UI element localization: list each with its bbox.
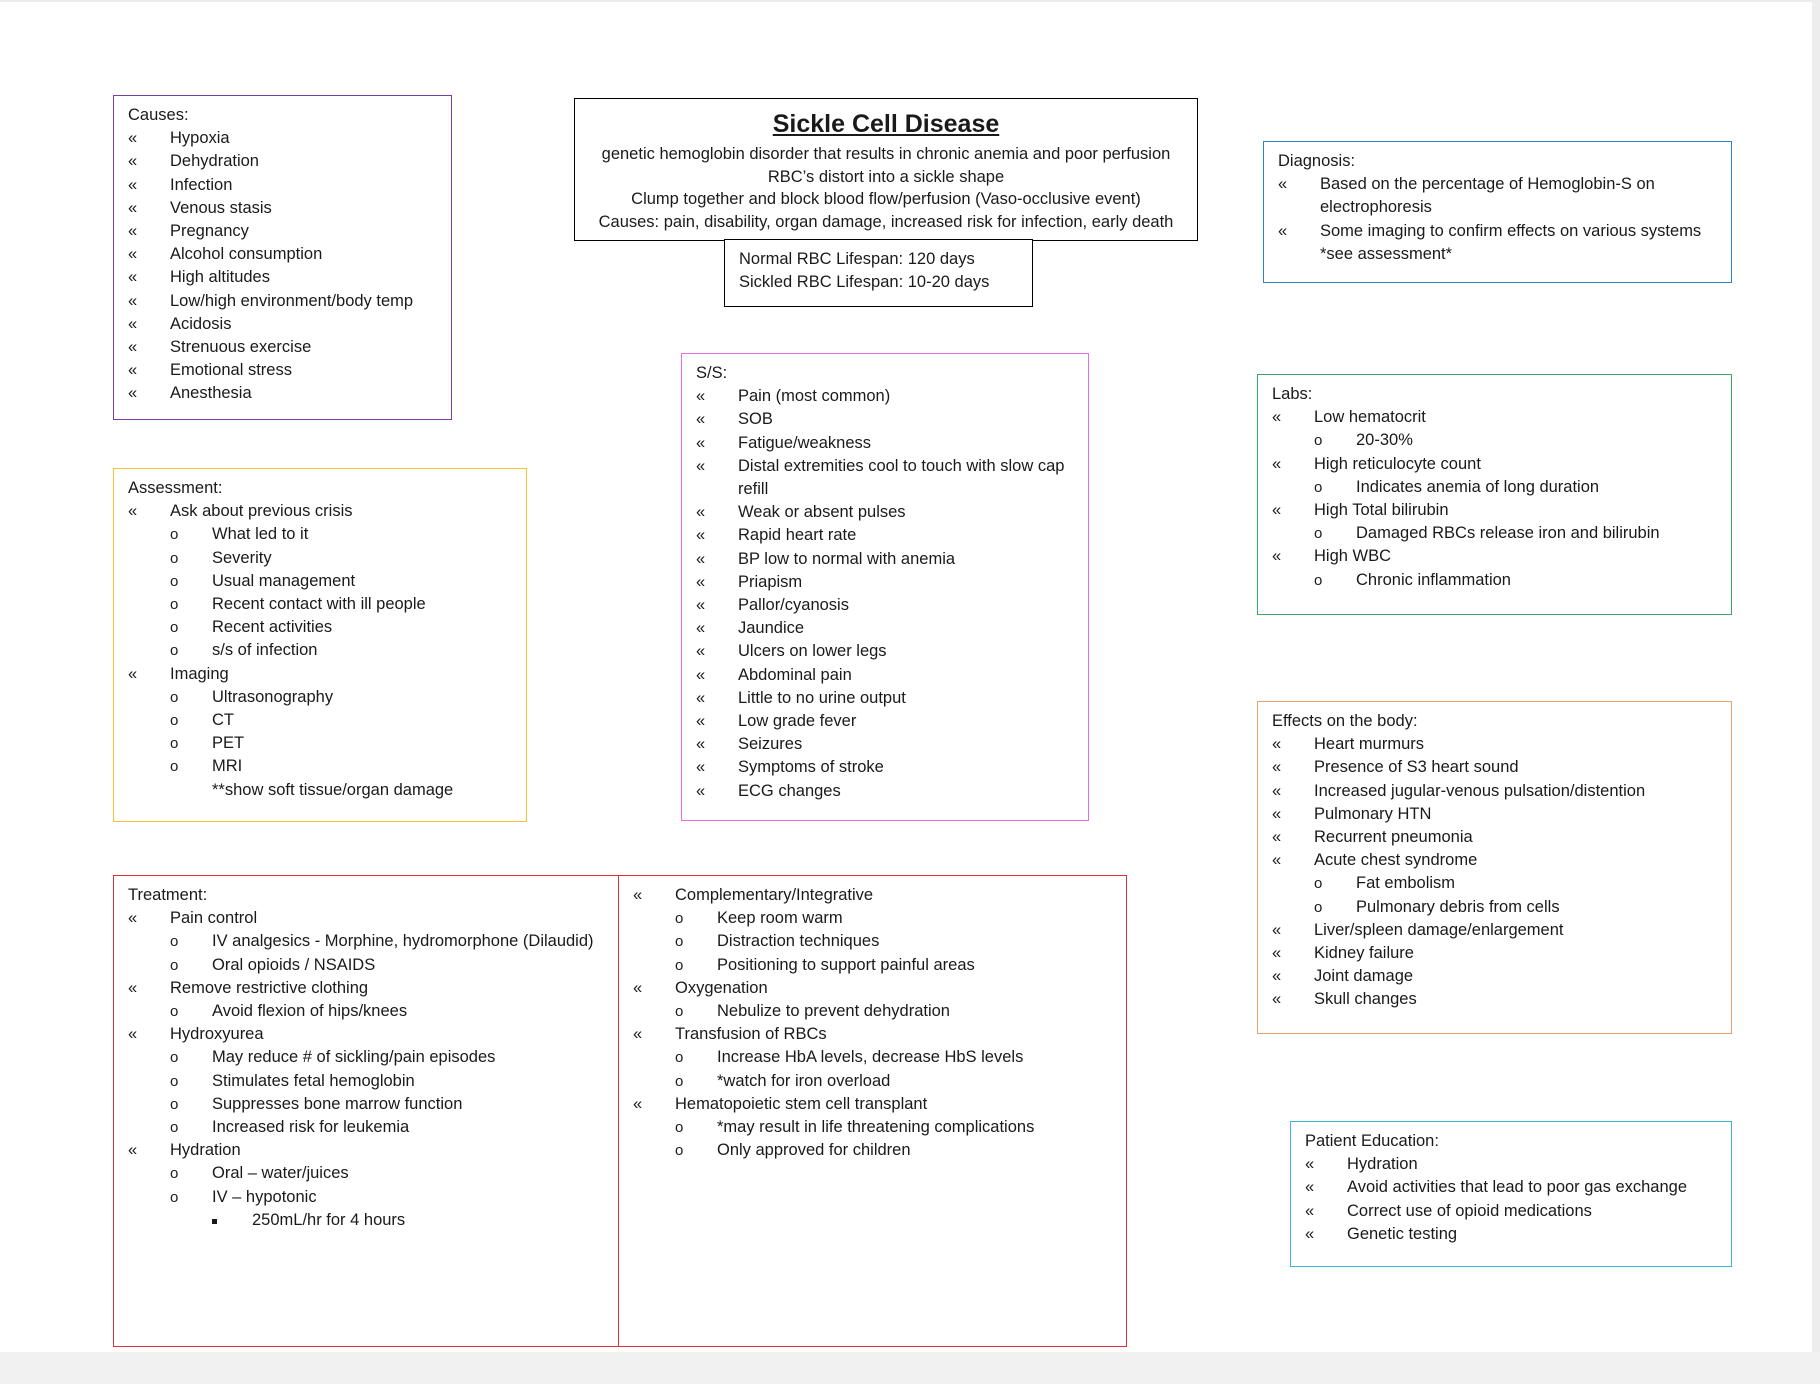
list-item: « Jaundice [696,617,1078,640]
sub-item: o Pulmonary debris from cells [1314,896,1721,919]
sub-item: o Distraction techniques [675,930,1116,953]
assessment-list [128,500,516,523]
list-item: « Complementary/Integrative [633,884,1116,907]
list-item: « Seizures [696,733,1078,756]
list-item: « Pain (most common) [696,385,1078,408]
list-item: « Low grade fever [696,710,1078,733]
treatment-list [128,907,609,930]
list-item: « Hydration [1305,1153,1721,1176]
labs-heading: Labs: [1272,385,1313,403]
crisis-sublist [128,523,516,662]
labs-list [1272,406,1721,429]
sub-item: o IV analgesics - Morphine, hydromorphone (Dilaudid) [170,930,609,953]
stemcell-sublist [633,1116,1116,1162]
treatment2-list [633,977,1116,1000]
list-item: « Hematopoietic stem cell transplant [633,1093,1116,1116]
list-item: « Oxygenation [633,977,1116,1000]
sub-item: o Nebulize to prevent dehydration [675,1000,1116,1023]
list-item: « Symptoms of stroke [696,756,1078,779]
list-item: « Low/high environment/body temp [128,290,441,313]
list-item: « Strenuous exercise [128,336,441,359]
sub-item: o Keep room warm [675,907,1116,930]
labs-list [1272,545,1721,568]
treatment-list [128,1023,609,1046]
pain-sublist [128,930,609,976]
sub-item: o *watch for iron overload [675,1070,1116,1093]
sub-item: o 20-30% [1314,429,1721,452]
complementary-sublist [633,907,1116,977]
treatment2-list [633,1023,1116,1046]
causes-heading: Causes: [128,106,189,124]
treatment-heading: Treatment: [128,886,208,904]
list-item: « Acute chest syndrome [1272,849,1721,872]
sub-item: o Oral opioids / NSAIDS [170,954,609,977]
iv-sublist [212,1209,609,1232]
hydroxyurea-sublist [128,1046,609,1139]
labs-sublist [1272,476,1721,499]
treatment2-list [633,1093,1116,1116]
sub-item: o Severity [170,547,516,570]
sub-item: o Positioning to support painful areas [675,954,1116,977]
sub-item: o Increase HbA levels, decrease HbS levels [675,1046,1116,1069]
sub-item: o Suppresses bone marrow function [170,1093,609,1116]
list-item: « Recurrent pneumonia [1272,826,1721,849]
definition-line: RBC’s distort into a sickle shape [767,167,1005,186]
labs-sublist [1272,429,1721,452]
list-item: « Genetic testing [1305,1223,1721,1246]
effects-list-b [1272,919,1721,1012]
normal-lifespan: Normal RBC Lifespan: 120 days [739,250,975,268]
assessment-list-imaging [128,663,516,686]
list-item: « Presence of S3 heart sound [1272,756,1721,779]
list-item: « Priapism [696,571,1078,594]
sub-item: o Indicates anemia of long duration [1314,476,1721,499]
sub-item: o Damaged RBCs release iron and bilirubin [1314,522,1721,545]
list-item: « Based on the percentage of Hemoglobin-S on electrophoresis [1278,173,1721,219]
list-item: « Pallor/cyanosis [696,594,1078,617]
sub-item: o What led to it [170,523,516,546]
list-item: « Fatigue/weakness [696,432,1078,455]
assessment-box [113,468,527,822]
list-item: « Ulcers on lower legs [696,640,1078,663]
signs-symptoms-box [681,353,1089,821]
list-item: « Avoid activities that lead to poor gas exchange [1305,1176,1721,1199]
ss-heading: S/S: [696,364,728,382]
sub-item: o May reduce # of sickling/pain episodes [170,1046,609,1069]
list-item: « Increased jugular-venous pulsation/distention [1272,780,1721,803]
list-item: « Skull changes [1272,988,1721,1011]
sub-item: o Chronic inflammation [1314,569,1721,592]
list-item: « Infection [128,174,441,197]
list-item: « Hydroxyurea [128,1023,609,1046]
list-item: « Heart murmurs [1272,733,1721,756]
list-item: « Pulmonary HTN [1272,803,1721,826]
causes-list [128,127,441,405]
diagnosis-list [1278,173,1721,266]
definition-line: genetic hemoglobin disorder that results in chronic anemia and poor perfusion [601,145,1171,163]
ss-list [696,385,1078,803]
list-item: « High altitudes [128,266,441,289]
sub-item: o Oral – water/juices [170,1162,609,1185]
imaging-sublist [128,686,516,779]
list-item: « Correct use of opioid medications [1305,1200,1721,1223]
sub-item: o Only approved for children [675,1139,1116,1162]
patient-education-box [1290,1121,1732,1267]
sub-item: o Recent activities [170,616,516,639]
sub-item: o Recent contact with ill people [170,593,516,616]
list-item: « High Total bilirubin [1272,499,1721,522]
effects-heading: Effects on the body: [1272,712,1418,730]
list-item: « Ask about previous crisis [128,500,516,523]
sub-item: o *may result in life threatening complications [675,1116,1116,1139]
list-item: « Hydration [128,1139,609,1162]
list-item: « Kidney failure [1272,942,1721,965]
list-item: « High WBC [1272,545,1721,568]
sub-item: o CT [170,709,516,732]
acs-sublist [1272,872,1721,918]
hydration-sublist [128,1162,609,1208]
list-item: « Remove restrictive clothing [128,977,609,1000]
treatment-list [128,977,609,1000]
list-item: « Rapid heart rate [696,524,1078,547]
list-item: « Alcohol consumption [128,243,441,266]
effects-box [1257,701,1732,1034]
definition-line: Causes: pain, disability, organ damage, increased risk for infection, early death [598,212,1174,231]
sub-item: o Fat embolism [1314,872,1721,895]
treatment-continued-box [618,875,1127,1347]
labs-list [1272,453,1721,476]
list-item: « Pregnancy [128,220,441,243]
labs-list [1272,499,1721,522]
list-item: « Pain control [128,907,609,930]
list-item: « Acidosis [128,313,441,336]
list-item: « Imaging [128,663,516,686]
labs-sublist [1272,569,1721,592]
page-title: Sickle Cell Disease [772,110,1000,138]
education-list [1305,1153,1721,1246]
imaging-note: **show soft tissue/organ damage [212,780,454,799]
list-item: « Anesthesia [128,382,441,405]
list-item: « Venous stasis [128,197,441,220]
clothing-sublist [128,1000,609,1023]
page-top-edge [0,0,1820,2]
list-item: « Some imaging to confirm effects on various systems *see assessment* [1278,220,1721,266]
oxygenation-sublist [633,1000,1116,1023]
lifespan-box [724,239,1033,307]
list-item: « Joint damage [1272,965,1721,988]
page-bottom-edge [0,1352,1820,1384]
sub-item: o Avoid flexion of hips/knees [170,1000,609,1023]
definition-line: Clump together and block blood flow/perfusion (Vaso-occlusive event) [631,190,1141,208]
treatment-box [113,875,620,1347]
page-right-edge [1812,0,1820,1384]
list-item: « Abdominal pain [696,664,1078,687]
list-item: « Hypoxia [128,127,441,150]
list-item: « Liver/spleen damage/enlargement [1272,919,1721,942]
list-item: « Distal extremities cool to touch with slow cap refill [696,455,1078,501]
title-box [574,98,1198,241]
sub-sub-item: 250mL/hr for 4 hours [212,1209,609,1232]
transfusion-sublist [633,1046,1116,1092]
list-item: « SOB [696,408,1078,431]
sub-item: o Usual management [170,570,516,593]
treatment-list [128,1139,609,1162]
sub-item: o Increased risk for leukemia [170,1116,609,1139]
list-item: « Transfusion of RBCs [633,1023,1116,1046]
list-item: « Low hematocrit [1272,406,1721,429]
treatment2-list [633,884,1116,907]
diagnosis-box [1263,141,1732,283]
list-item: « Weak or absent pulses [696,501,1078,524]
sub-item: o IV – hypotonic [170,1186,609,1209]
sub-item: o s/s of infection [170,639,516,662]
labs-box [1257,374,1732,615]
labs-sublist [1272,522,1721,545]
diagnosis-heading: Diagnosis: [1278,152,1356,170]
list-item: « ECG changes [696,780,1078,803]
list-item: « High reticulocyte count [1272,453,1721,476]
causes-box [113,95,452,420]
education-heading: Patient Education: [1305,1132,1439,1150]
sickled-lifespan: Sickled RBC Lifespan: 10-20 days [739,272,990,291]
sub-item: o MRI [170,755,516,778]
sub-item: o PET [170,732,516,755]
assessment-heading: Assessment: [128,479,223,497]
list-item: « Dehydration [128,150,441,173]
sub-item: o Stimulates fetal hemoglobin [170,1070,609,1093]
list-item: « Emotional stress [128,359,441,382]
sub-item: o Ultrasonography [170,686,516,709]
effects-list [1272,733,1721,872]
list-item: « BP low to normal with anemia [696,548,1078,571]
list-item: « Little to no urine output [696,687,1078,710]
